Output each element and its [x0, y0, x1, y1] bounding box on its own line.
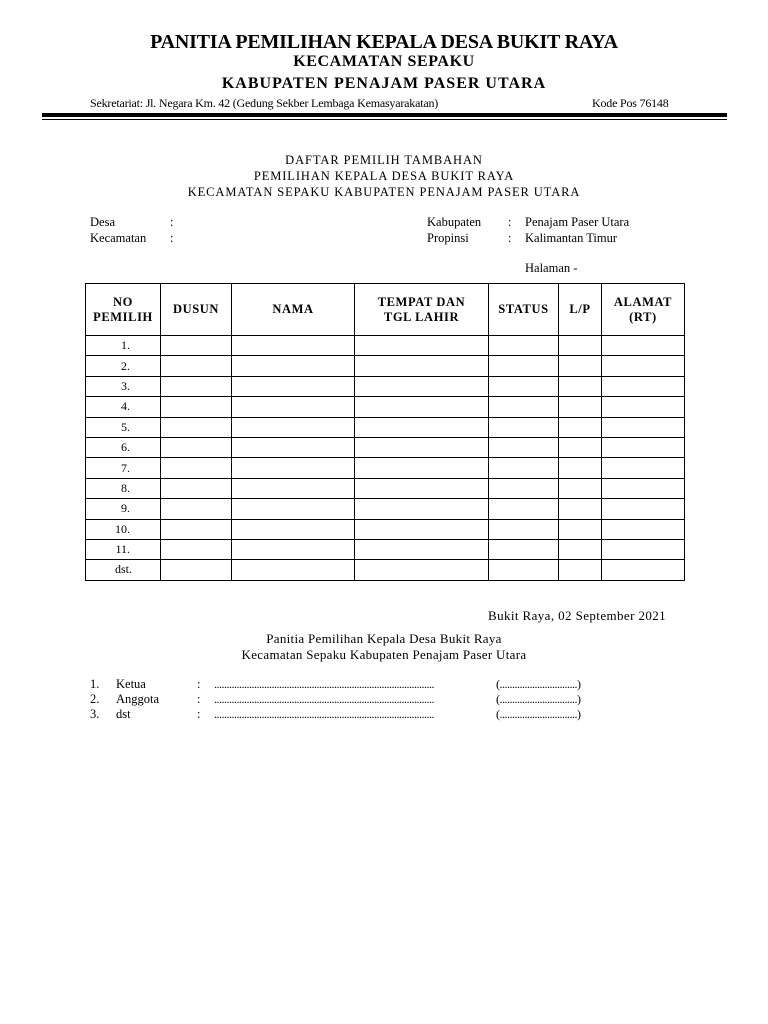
cell-dusun: [161, 417, 232, 437]
table-row: [86, 478, 685, 498]
row-number: 2.: [86, 356, 161, 376]
cell-nama: [232, 499, 355, 519]
row-number: 4.: [86, 397, 161, 417]
table-row: [86, 376, 685, 396]
signatory-number: 3.: [90, 707, 100, 721]
document-date: Bukit Raya, 02 September 2021: [488, 608, 667, 623]
cell-dusun: [161, 397, 232, 417]
header-alamat-rt: ALAMAT (RT): [602, 284, 685, 336]
cell-lp: [559, 560, 602, 580]
committee-location: Kecamatan Sepaku Kabupaten Penajam Paser Utara: [241, 647, 527, 662]
desa-label: Desa: [90, 215, 115, 229]
header-dusun: DUSUN: [161, 284, 232, 336]
row-number: 1.: [86, 336, 161, 356]
header-tempat-tgl-lahir: TEMPAT DAN TGL LAHIR: [355, 284, 489, 336]
cell-lp: [559, 417, 602, 437]
table-body: [86, 336, 685, 581]
kabupaten-value: Penajam Paser Utara: [525, 215, 630, 229]
header-no-pemilih: NO PEMILIH: [86, 284, 161, 336]
signatory-number: 1.: [90, 677, 100, 691]
kecamatan-colon: :: [170, 231, 174, 245]
cell-lp: [559, 478, 602, 498]
signatory-role: Anggota: [116, 692, 160, 706]
cell-status: [489, 376, 559, 396]
cell-nama: [232, 539, 355, 559]
row-number: dst.: [86, 560, 161, 580]
signatory-role: dst: [116, 707, 131, 721]
table-row: [86, 458, 685, 478]
doc-subtitle-2: KECAMATAN SEPAKU KABUPATEN PENAJAM PASER UTARA: [187, 185, 581, 199]
doc-title: DAFTAR PEMILIH TAMBAHAN: [285, 153, 483, 167]
cell-lp: [559, 336, 602, 356]
desa-colon: :: [170, 215, 174, 229]
header-lp: L/P: [559, 284, 602, 336]
kabupaten-colon: :: [508, 215, 512, 229]
signatory-name-blank: (...............................): [496, 707, 581, 721]
signature-line: ........................................................................................: [214, 692, 434, 706]
cell-tempat-tgl-lahir: [355, 376, 489, 396]
cell-status: [489, 437, 559, 457]
cell-dusun: [161, 519, 232, 539]
signatory-colon: :: [197, 677, 201, 691]
cell-alamat: [602, 458, 685, 478]
cell-alamat: [602, 560, 685, 580]
cell-status: [489, 336, 559, 356]
letterhead-divider-thick: [42, 113, 727, 117]
signature-line: ........................................................................................: [214, 677, 434, 691]
table-row: [86, 539, 685, 559]
row-number: 9.: [86, 499, 161, 519]
table-row: [86, 499, 685, 519]
cell-nama: [232, 417, 355, 437]
cell-status: [489, 356, 559, 376]
letterhead-kabupaten: KABUPATEN PENAJAM PASER UTARA: [221, 75, 547, 92]
propinsi-label: Propinsi: [427, 231, 469, 245]
cell-alamat: [602, 478, 685, 498]
letterhead-address: Sekretariat: Jl. Negara Km. 42 (Gedung Sekber Lembaga Kemasyarakatan): [90, 96, 439, 110]
row-number: 6.: [86, 437, 161, 457]
cell-alamat: [602, 397, 685, 417]
cell-status: [489, 458, 559, 478]
signatory-number: 2.: [90, 692, 100, 706]
signatory-colon: :: [197, 707, 201, 721]
row-number: 7.: [86, 458, 161, 478]
cell-tempat-tgl-lahir: [355, 499, 489, 519]
cell-nama: [232, 437, 355, 457]
cell-tempat-tgl-lahir: [355, 458, 489, 478]
cell-alamat: [602, 336, 685, 356]
cell-dusun: [161, 458, 232, 478]
halaman-label: Halaman -: [525, 261, 578, 275]
cell-dusun: [161, 539, 232, 559]
cell-nama: [232, 376, 355, 396]
propinsi-value: Kalimantan Timur: [525, 231, 618, 245]
letterhead-org-name: PANITIA PEMILIHAN KEPALA DESA BUKIT RAYA: [150, 31, 618, 53]
table-row: [86, 437, 685, 457]
signatory-colon: :: [197, 692, 201, 706]
cell-lp: [559, 519, 602, 539]
committee-name: Panitia Pemilihan Kepala Desa Bukit Raya: [266, 631, 502, 646]
cell-dusun: [161, 336, 232, 356]
signature-line: ........................................................................................: [214, 707, 434, 721]
signatory-name-blank: (...............................): [496, 692, 581, 706]
letterhead-postcode: Kode Pos 76148: [592, 96, 669, 110]
cell-dusun: [161, 478, 232, 498]
voter-table: [85, 283, 685, 581]
cell-dusun: [161, 499, 232, 519]
cell-alamat: [602, 376, 685, 396]
cell-status: [489, 397, 559, 417]
signatory-name-blank: (...............................): [496, 677, 581, 691]
cell-lp: [559, 437, 602, 457]
cell-status: [489, 539, 559, 559]
cell-status: [489, 560, 559, 580]
cell-alamat: [602, 499, 685, 519]
cell-lp: [559, 376, 602, 396]
cell-tempat-tgl-lahir: [355, 356, 489, 376]
cell-tempat-tgl-lahir: [355, 417, 489, 437]
table-header-row: [86, 284, 685, 336]
cell-alamat: [602, 417, 685, 437]
cell-lp: [559, 356, 602, 376]
kecamatan-label: Kecamatan: [90, 231, 147, 245]
letterhead-divider-thin: [42, 119, 727, 120]
table-row: [86, 336, 685, 356]
table-row: [86, 397, 685, 417]
letterhead-kecamatan: KECAMATAN SEPAKU: [293, 53, 475, 70]
cell-dusun: [161, 356, 232, 376]
cell-tempat-tgl-lahir: [355, 478, 489, 498]
cell-lp: [559, 397, 602, 417]
cell-tempat-tgl-lahir: [355, 519, 489, 539]
cell-tempat-tgl-lahir: [355, 336, 489, 356]
header-nama: NAMA: [232, 284, 355, 336]
cell-tempat-tgl-lahir: [355, 437, 489, 457]
row-number: 11.: [86, 539, 161, 559]
cell-nama: [232, 356, 355, 376]
cell-lp: [559, 539, 602, 559]
cell-dusun: [161, 376, 232, 396]
kabupaten-label: Kabupaten: [427, 215, 482, 229]
header-status: STATUS: [489, 284, 559, 336]
row-number: 5.: [86, 417, 161, 437]
cell-lp: [559, 458, 602, 478]
propinsi-colon: :: [508, 231, 512, 245]
row-number: 3.: [86, 376, 161, 396]
cell-tempat-tgl-lahir: [355, 397, 489, 417]
table-row: [86, 560, 685, 580]
cell-status: [489, 519, 559, 539]
cell-alamat: [602, 356, 685, 376]
cell-dusun: [161, 560, 232, 580]
table-row: [86, 356, 685, 376]
signatory-role: Ketua: [116, 677, 146, 691]
cell-nama: [232, 458, 355, 478]
cell-tempat-tgl-lahir: [355, 539, 489, 559]
cell-nama: [232, 519, 355, 539]
row-number: 10.: [86, 519, 161, 539]
cell-tempat-tgl-lahir: [355, 560, 489, 580]
table-row: [86, 417, 685, 437]
cell-nama: [232, 478, 355, 498]
cell-lp: [559, 499, 602, 519]
cell-alamat: [602, 539, 685, 559]
cell-alamat: [602, 437, 685, 457]
cell-nama: [232, 336, 355, 356]
row-number: 8.: [86, 478, 161, 498]
cell-nama: [232, 397, 355, 417]
cell-dusun: [161, 437, 232, 457]
cell-status: [489, 417, 559, 437]
cell-status: [489, 478, 559, 498]
cell-status: [489, 499, 559, 519]
doc-subtitle-1: PEMILIHAN KEPALA DESA BUKIT RAYA: [253, 169, 515, 183]
table-row: [86, 519, 685, 539]
cell-alamat: [602, 519, 685, 539]
cell-nama: [232, 560, 355, 580]
